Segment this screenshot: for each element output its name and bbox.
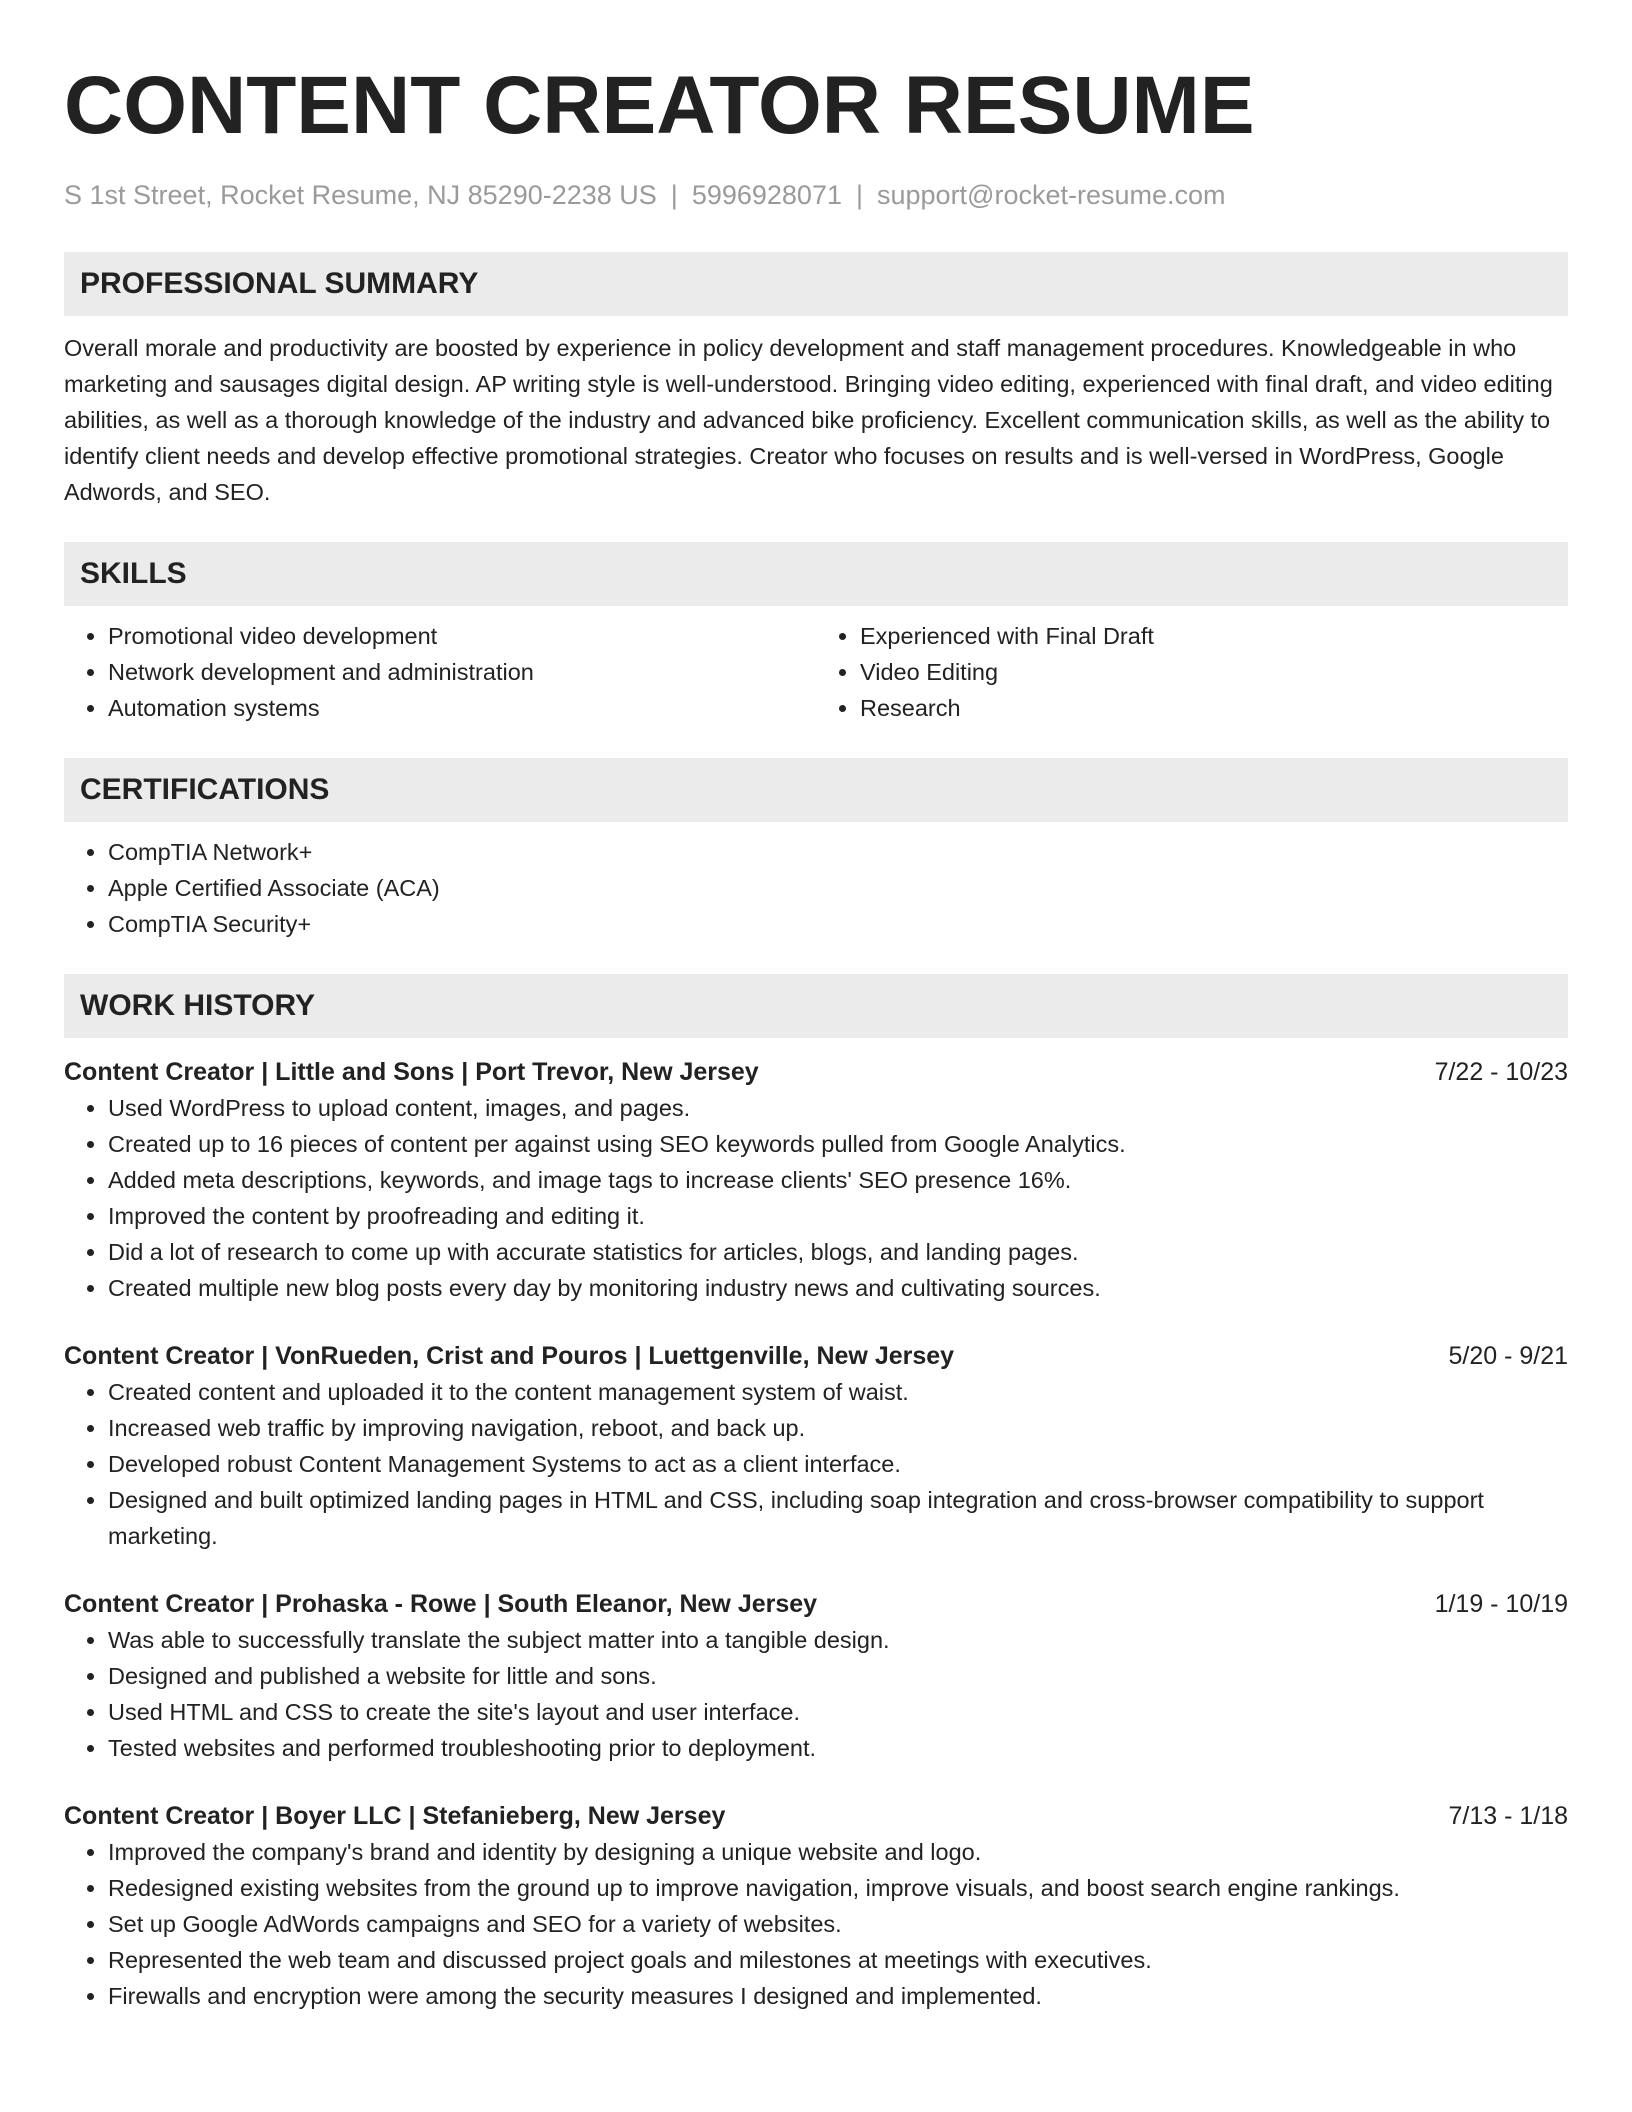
certification-item: • CompTIA Security+: [108, 906, 1568, 942]
skills-list: [64, 618, 1568, 726]
job-bullet: • Added meta descriptions, keywords, and image tags to increase clients' SEO presence 16%.: [108, 1162, 1568, 1198]
job-bullet: • Created multiple new blog posts every day by monitoring industry news and cultivating sources.: [108, 1270, 1568, 1306]
job-title: Content Creator | Prohaska - Rowe | South Eleanor, New Jersey: [64, 1590, 818, 1618]
job-bullet: • Created content and uploaded it to the content management system of waist.: [108, 1374, 1568, 1410]
job-entry: [64, 1798, 1568, 2014]
job-dates: 1/19 - 10/19: [1434, 1590, 1568, 1618]
job-bullet: • Created up to 16 pieces of content per against using SEO keywords pulled from Google Analytics.: [108, 1126, 1568, 1162]
job-bullet: • Designed and published a website for little and sons.: [108, 1658, 1568, 1694]
job-bullet: • Set up Google AdWords campaigns and SEO for a variety of websites.: [108, 1906, 1568, 1942]
job-bullet: • Redesigned existing websites from the ground up to improve navigation, improve visuals, and boost search engine rankings.: [108, 1870, 1568, 1906]
skill-item: • Video Editing: [860, 654, 1568, 690]
skill-item: • Promotional video development: [108, 618, 816, 654]
summary-text: Overall morale and productivity are boosted by experience in policy development and staff management procedures. Knowledgeable in who marketing and sausages digital design. AP writing style is well-understood. Bringing video editing, experienced with final draft, and video editing abilities, as well as a thorough knowledge of the industry and advanced bike proficiency. Excellent communication skills, as well as the ability to identify client needs and develop effective promotional strategies. Creator who focuses on results and is well-versed in WordPress, Google Adwords, and SEO.: [64, 335, 1553, 505]
job-bullet: • Developed robust Content Management Systems to act as a client interface.: [108, 1446, 1568, 1482]
resume-title: CONTENT CREATOR RESUME: [64, 60, 1255, 151]
job-bullet: • Used WordPress to upload content, images, and pages.: [108, 1090, 1568, 1126]
contact-line: [64, 178, 1568, 212]
certifications-list: [64, 834, 1568, 942]
section-header-work-history: WORK HISTORY: [64, 974, 1568, 1038]
skills-column-right: [816, 618, 1568, 726]
job-bullet: • Designed and built optimized landing pages in HTML and CSS, including soap integration and cross-browser compatibility to support marketing.: [108, 1482, 1568, 1554]
job-title: Content Creator | VonRueden, Crist and Pouros | Luettgenville, New Jersey: [64, 1342, 955, 1370]
job-bullet: • Increased web traffic by improving navigation, reboot, and back up.: [108, 1410, 1568, 1446]
contact-separator: |: [670, 180, 678, 210]
job-entry: [64, 1586, 1568, 1766]
skill-item: • Research: [860, 690, 1568, 726]
contact-phone: 5996928071: [691, 180, 842, 210]
job-bullet: • Did a lot of research to come up with accurate statistics for articles, blogs, and landing pages.: [108, 1234, 1568, 1270]
job-bullet: • Tested websites and performed troubleshooting prior to deployment.: [108, 1730, 1568, 1766]
job-title: Content Creator | Little and Sons | Port Trevor, New Jersey: [64, 1058, 759, 1086]
job-dates: 7/13 - 1/18: [1448, 1802, 1568, 1830]
job-entry: [64, 1338, 1568, 1554]
job-bullets: [64, 1374, 1568, 1554]
job-bullet: • Firewalls and encryption were among the security measures I designed and implemented.: [108, 1978, 1568, 2014]
job-bullet: • Represented the web team and discussed project goals and milestones at meetings with executives.: [108, 1942, 1568, 1978]
job-bullets: [64, 1090, 1568, 1306]
job-dates: 7/22 - 10/23: [1434, 1058, 1568, 1086]
skill-item: • Automation systems: [108, 690, 816, 726]
skill-item: • Experienced with Final Draft: [860, 618, 1568, 654]
skill-item: • Network development and administration: [108, 654, 816, 690]
job-title: Content Creator | Boyer LLC | Stefanieberg, New Jersey: [64, 1802, 726, 1830]
job-bullet: • Improved the company's brand and identity by designing a unique website and logo.: [108, 1834, 1568, 1870]
certification-item: • CompTIA Network+: [108, 834, 1568, 870]
job-bullet: • Improved the content by proofreading and editing it.: [108, 1198, 1568, 1234]
job-bullets: [64, 1834, 1568, 2014]
contact-email: support@rocket-resume.com: [877, 180, 1226, 210]
job-bullet: • Used HTML and CSS to create the site's layout and user interface.: [108, 1694, 1568, 1730]
job-dates: 5/20 - 9/21: [1448, 1342, 1568, 1370]
job-bullet: • Was able to successfully translate the subject matter into a tangible design.: [108, 1622, 1568, 1658]
contact-address: S 1st Street, Rocket Resume, NJ 85290-2238 US: [64, 180, 657, 210]
section-header-skills: SKILLS: [64, 542, 1568, 606]
certification-item: • Apple Certified Associate (ACA): [108, 870, 1568, 906]
job-entry: [64, 1054, 1568, 1306]
section-header-certifications: CERTIFICATIONS: [64, 758, 1568, 822]
section-header-summary: PROFESSIONAL SUMMARY: [64, 252, 1568, 316]
job-bullets: [64, 1622, 1568, 1766]
skills-column-left: [64, 618, 816, 726]
contact-separator: |: [855, 180, 863, 210]
